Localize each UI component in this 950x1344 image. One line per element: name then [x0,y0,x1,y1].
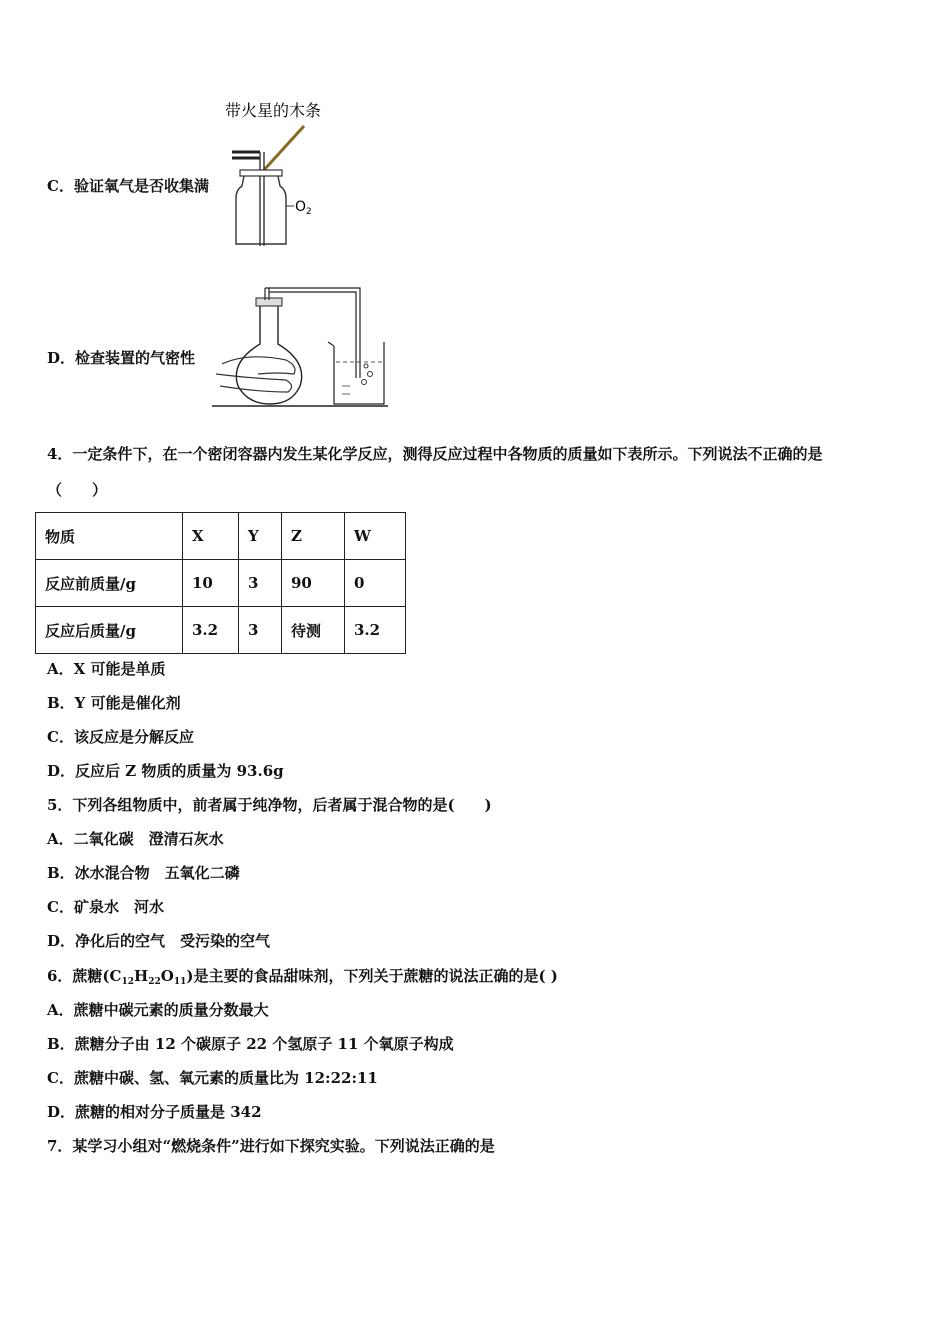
table-cell: 0 [345,560,406,607]
q5-option-d: D．净化后的空气 受污染的空气 [47,932,271,950]
table-row [36,560,406,607]
q6-option-b: B．蔗糖分子由 12 个碳原子 22 个氢原子 11 个氧原子构成 [47,1035,454,1053]
table-cell: 3 [239,560,282,607]
q4-option-a: A．X 可能是单质 [47,660,166,678]
table-cell: 3.2 [183,607,239,654]
header-cell: Z [282,513,345,560]
header-cell: Y [239,513,282,560]
q5-option-c: C．矿泉水 河水 [47,898,164,916]
table-row [36,607,406,654]
airtightness-figure [208,282,394,412]
header-cell: 物质 [36,513,183,560]
header-cell: W [345,513,406,560]
splint-stick [264,126,304,170]
bottle-stopper [240,170,282,176]
q4-stem: 4．一定条件下，在一个密闭容器内发生某化学反应，测得反应过程中各物质的质量如下表所示。下列说法不正确的是 [47,445,823,463]
oxygen-label: $O_2$ [295,199,312,217]
glowing-splint-caption: 带火星的木条 [225,101,322,120]
q4-answer-paren: （ ） [47,481,108,499]
gas-bottle [236,176,286,244]
table-cell: 90 [282,560,345,607]
table-header-row [36,513,406,560]
hand [216,357,295,392]
table-cell: 反应后质量/g [36,607,183,654]
oxygen-test-figure [220,96,350,256]
table-cell: 反应前质量/g [36,560,183,607]
q4-option-d: D．反应后 Z 物质的质量为 93.6g [47,762,284,780]
q4-option-c: C．该反应是分解反应 [47,728,194,746]
table-cell: 3.2 [345,607,406,654]
header-cell: X [183,513,239,560]
table-cell: 3 [239,607,282,654]
q5-option-a: A．二氧化碳 澄清石灰水 [47,830,224,848]
q3-option-d: D．检查装置的气密性 [47,349,196,367]
q6-option-c: C．蔗糖中碳、氢、氧元素的质量比为 12:22:11 [47,1069,378,1087]
q6-option-a: A．蔗糖中碳元素的质量分数最大 [47,1001,269,1019]
q6-stem: 6．蔗糖$(C_{12}H_{22}O_{11})$是主要的食品甜味剂，下列关于蔗糖的说法正确的是( ) [47,967,558,987]
q7-stem: 7．某学习小组对“燃烧条件”进行如下探究实验。下列说法正确的是 [47,1137,495,1155]
q5-stem: 5．下列各组物质中，前者属于纯净物，后者属于混合物的是( ) [47,796,492,814]
table-cell: 待测 [282,607,345,654]
q4-mass-table [35,512,406,654]
q4-option-b: B．Y 可能是催化剂 [47,694,181,712]
q5-option-b: B．冰水混合物 五氧化二磷 [47,864,240,882]
q3-option-c: C．验证氧气是否收集满 [47,177,209,195]
q6-option-d: D．蔗糖的相对分子质量是 342 [47,1103,262,1121]
table-cell: 10 [183,560,239,607]
